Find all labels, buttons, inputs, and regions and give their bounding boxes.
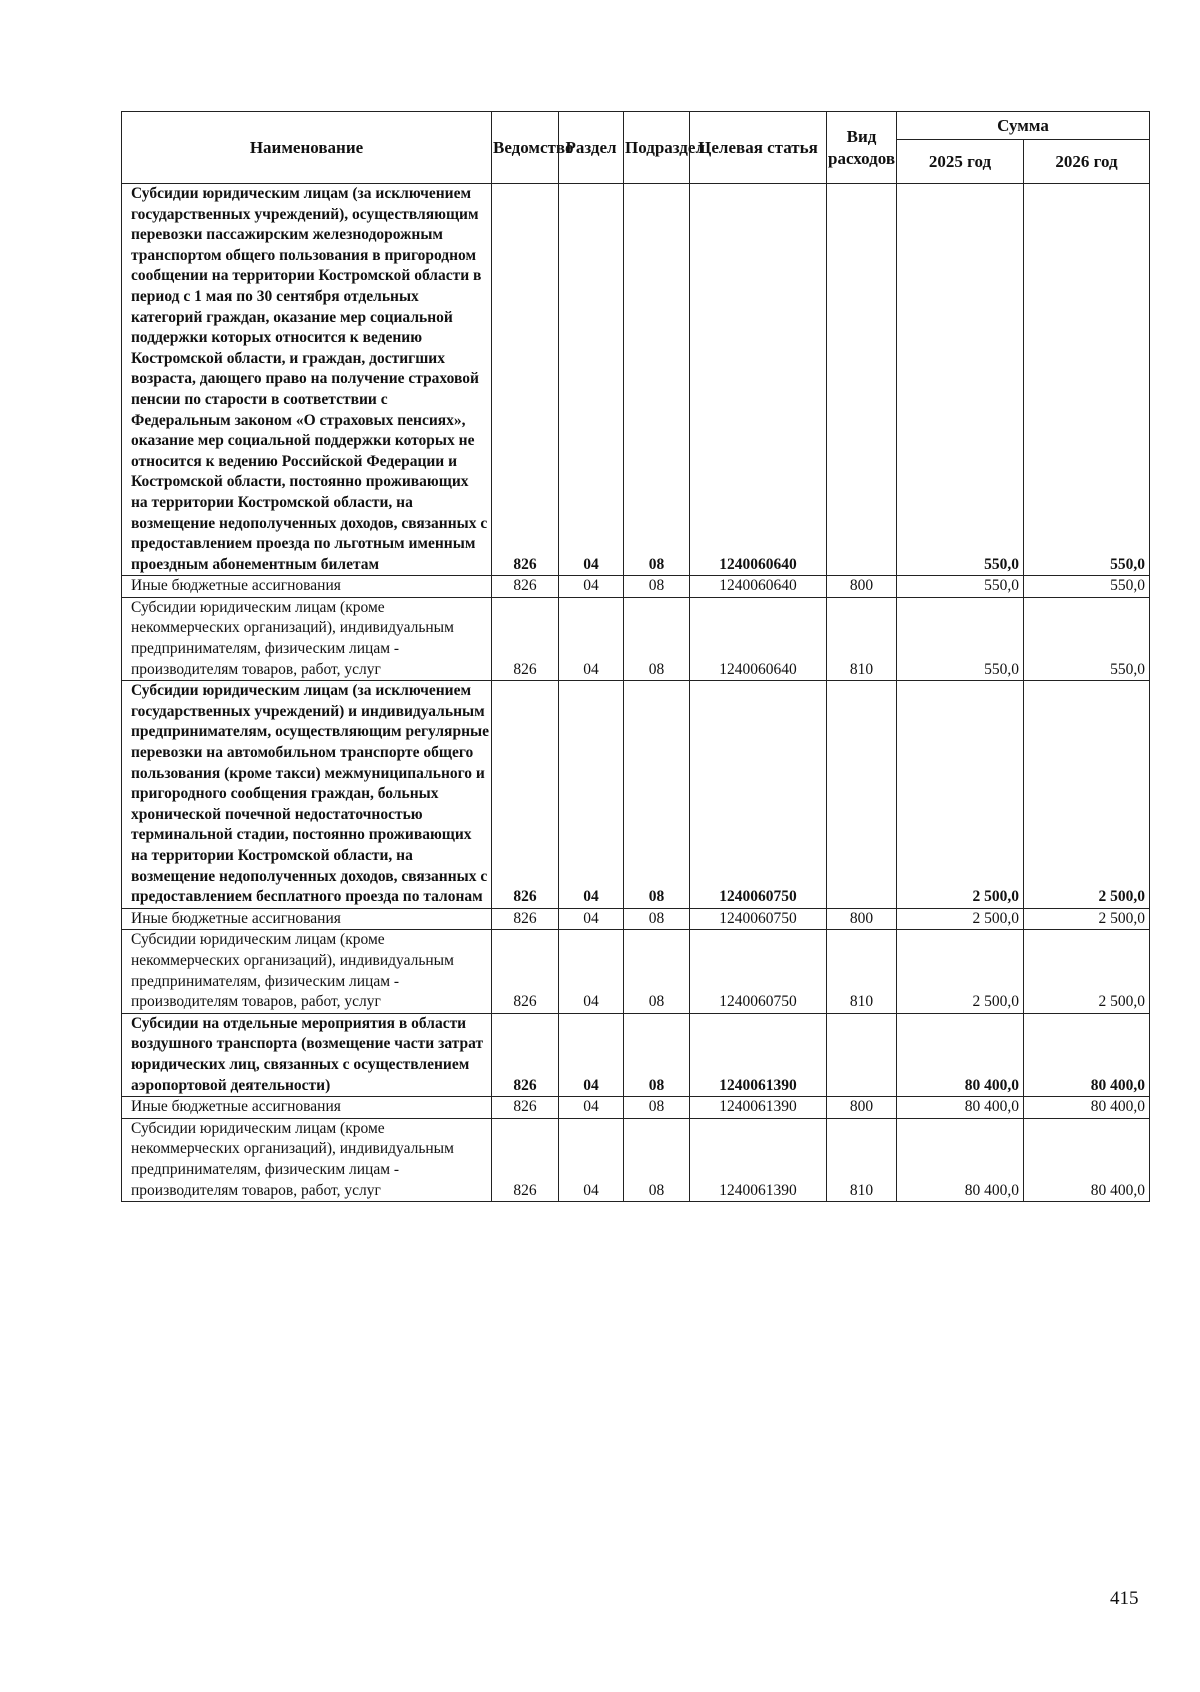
row-sum-2025: 550,0 bbox=[897, 184, 1024, 576]
row-ved: 826 bbox=[492, 184, 559, 576]
row-sum-2026: 2 500,0 bbox=[1024, 681, 1150, 909]
row-target: 1240061390 bbox=[690, 1118, 827, 1201]
header-podrazdel: Подраздел bbox=[624, 112, 690, 184]
row-sum-2025: 2 500,0 bbox=[897, 681, 1024, 909]
row-podrazdel: 08 bbox=[624, 1097, 690, 1119]
row-target: 1240060640 bbox=[690, 576, 827, 598]
row-razdel: 04 bbox=[559, 930, 624, 1013]
row-target: 1240060640 bbox=[690, 597, 827, 680]
row-ved: 826 bbox=[492, 1097, 559, 1119]
header-year-2025: 2025 год bbox=[897, 140, 1024, 184]
header-year-2026: 2026 год bbox=[1024, 140, 1150, 184]
row-podrazdel: 08 bbox=[624, 1118, 690, 1201]
row-target: 1240060750 bbox=[690, 908, 827, 930]
row-name: Субсидии на отдельные мероприятия в области воздушного транспорта (возмещение части затрат юридических лиц, связанных с осуществлением аэропортовой деятельности) bbox=[122, 1013, 492, 1096]
header-name: Наименование bbox=[122, 112, 492, 184]
row-target: 1240060640 bbox=[690, 184, 827, 576]
row-vid bbox=[827, 1013, 897, 1096]
row-podrazdel: 08 bbox=[624, 184, 690, 576]
row-vid: 800 bbox=[827, 576, 897, 598]
table-row bbox=[122, 1118, 1150, 1201]
row-vid: 810 bbox=[827, 1118, 897, 1201]
row-vid: 800 bbox=[827, 1097, 897, 1119]
row-podrazdel: 08 bbox=[624, 908, 690, 930]
table-row bbox=[122, 597, 1150, 680]
row-target: 1240060750 bbox=[690, 930, 827, 1013]
row-sum-2026: 550,0 bbox=[1024, 576, 1150, 598]
table-row bbox=[122, 681, 1150, 909]
table-row bbox=[122, 930, 1150, 1013]
table-row bbox=[122, 908, 1150, 930]
table-row bbox=[122, 184, 1150, 576]
row-podrazdel: 08 bbox=[624, 681, 690, 909]
row-sum-2025: 2 500,0 bbox=[897, 908, 1024, 930]
row-podrazdel: 08 bbox=[624, 597, 690, 680]
row-ved: 826 bbox=[492, 908, 559, 930]
header-razdel: Раздел bbox=[559, 112, 624, 184]
row-razdel: 04 bbox=[559, 1013, 624, 1096]
header-target-article: Целевая статья bbox=[690, 112, 827, 184]
row-name: Иные бюджетные ассигнования bbox=[122, 576, 492, 598]
row-name: Иные бюджетные ассигнования bbox=[122, 1097, 492, 1119]
row-podrazdel: 08 bbox=[624, 1013, 690, 1096]
row-vid bbox=[827, 184, 897, 576]
header-vedomstvo: Ведомство bbox=[492, 112, 559, 184]
row-sum-2026: 80 400,0 bbox=[1024, 1013, 1150, 1096]
row-razdel: 04 bbox=[559, 1097, 624, 1119]
row-sum-2025: 80 400,0 bbox=[897, 1097, 1024, 1119]
row-target: 1240061390 bbox=[690, 1097, 827, 1119]
header-expense-type: Вид расходов bbox=[827, 112, 897, 184]
row-razdel: 04 bbox=[559, 908, 624, 930]
row-sum-2025: 80 400,0 bbox=[897, 1118, 1024, 1201]
row-vid: 810 bbox=[827, 930, 897, 1013]
header-summa: Сумма bbox=[897, 112, 1150, 140]
row-razdel: 04 bbox=[559, 576, 624, 598]
row-name: Субсидии юридическим лицам (за исключением государственных учреждений), осуществляющим перевозки пассажирским железнодорожным транспортом общего пользования в пригородном сообщении на территории Костромской области в период с 1 мая по 30 сентября отдельных категорий граждан, оказание мер социальной поддержки которых относится к ведению Костромской области, и граждан, достигших возраста, дающего право на получение страховой пенсии по старости в соответствии с Федеральным законом «О страховых пенсиях», оказание мер социальной поддержки которых не относится к ведению Российской Федерации и Костромской области, постоянно проживающих на территории Костромской области, на возмещение недополученных доходов, связанных с предоставлением проезда по льготным именным проездным абонементным билетам bbox=[122, 184, 492, 576]
table-row bbox=[122, 1097, 1150, 1119]
budget-table bbox=[121, 111, 1150, 1202]
row-razdel: 04 bbox=[559, 1118, 624, 1201]
row-name: Субсидии юридическим лицам (кроме некоммерческих организаций), индивидуальным предпринимателям, физическим лицам - производителям товаров, работ, услуг bbox=[122, 930, 492, 1013]
row-sum-2025: 2 500,0 bbox=[897, 930, 1024, 1013]
row-ved: 826 bbox=[492, 576, 559, 598]
row-sum-2026: 2 500,0 bbox=[1024, 930, 1150, 1013]
row-name: Субсидии юридическим лицам (кроме некоммерческих организаций), индивидуальным предпринимателям, физическим лицам - производителям товаров, работ, услуг bbox=[122, 597, 492, 680]
row-sum-2025: 80 400,0 bbox=[897, 1013, 1024, 1096]
table-row bbox=[122, 1013, 1150, 1096]
row-razdel: 04 bbox=[559, 597, 624, 680]
row-target: 1240060750 bbox=[690, 681, 827, 909]
row-razdel: 04 bbox=[559, 681, 624, 909]
row-sum-2026: 2 500,0 bbox=[1024, 908, 1150, 930]
row-sum-2026: 550,0 bbox=[1024, 184, 1150, 576]
row-ved: 826 bbox=[492, 597, 559, 680]
row-sum-2026: 80 400,0 bbox=[1024, 1118, 1150, 1201]
row-sum-2026: 80 400,0 bbox=[1024, 1097, 1150, 1119]
row-name: Иные бюджетные ассигнования bbox=[122, 908, 492, 930]
row-razdel: 04 bbox=[559, 184, 624, 576]
row-vid: 810 bbox=[827, 597, 897, 680]
row-vid bbox=[827, 681, 897, 909]
row-sum-2026: 550,0 bbox=[1024, 597, 1150, 680]
row-podrazdel: 08 bbox=[624, 930, 690, 1013]
page-number: 415 bbox=[1110, 1588, 1139, 1609]
row-vid: 800 bbox=[827, 908, 897, 930]
row-sum-2025: 550,0 bbox=[897, 576, 1024, 598]
row-sum-2025: 550,0 bbox=[897, 597, 1024, 680]
row-ved: 826 bbox=[492, 1013, 559, 1096]
row-target: 1240061390 bbox=[690, 1013, 827, 1096]
table-row bbox=[122, 576, 1150, 598]
row-name: Субсидии юридическим лицам (за исключением государственных учреждений) и индивидуальным предпринимателям, осуществляющим регулярные перевозки на автомобильном транспорте общего пользования (кроме такси) межмуниципального и пригородного сообщения граждан, больных хронической почечной недостаточностью терминальной стадии, постоянно проживающих на территории Костромской области, на возмещение недополученных доходов, связанных с предоставлением бесплатного проезда по талонам bbox=[122, 681, 492, 909]
row-podrazdel: 08 bbox=[624, 576, 690, 598]
row-ved: 826 bbox=[492, 930, 559, 1013]
row-ved: 826 bbox=[492, 1118, 559, 1201]
row-ved: 826 bbox=[492, 681, 559, 909]
row-name: Субсидии юридическим лицам (кроме некоммерческих организаций), индивидуальным предпринимателям, физическим лицам - производителям товаров, работ, услуг bbox=[122, 1118, 492, 1201]
